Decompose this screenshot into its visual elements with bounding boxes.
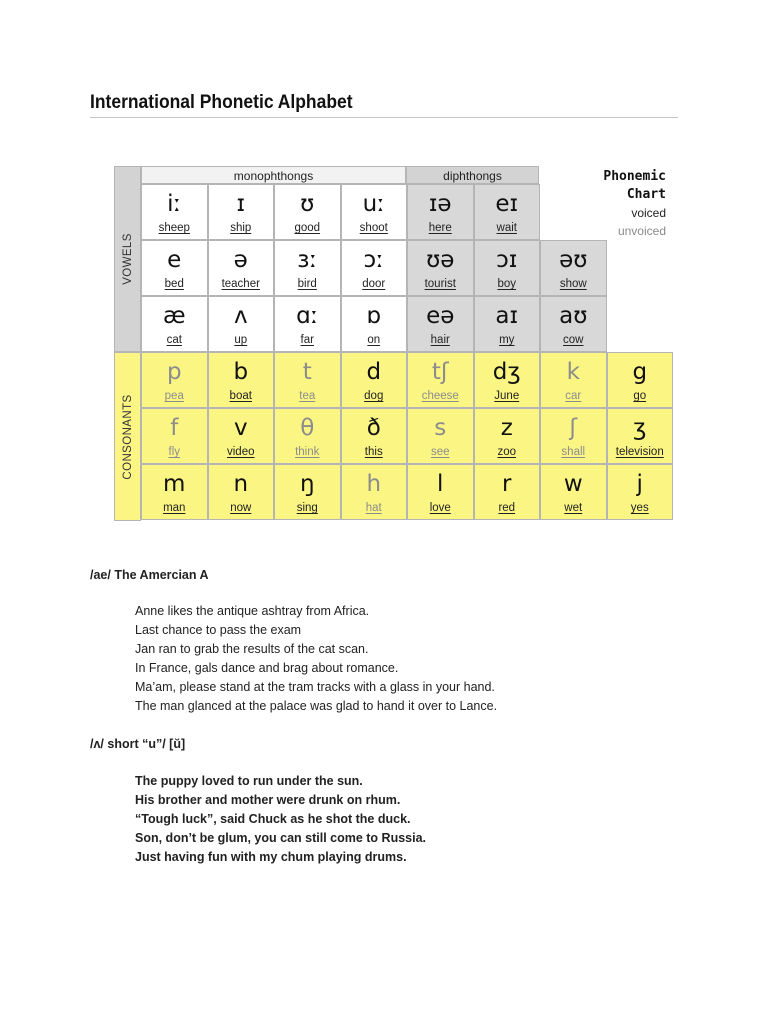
example-word: think <box>295 446 320 458</box>
phoneme-symbol: ɔɪ <box>496 247 518 273</box>
example-word: shoot <box>359 222 388 234</box>
phoneme-cell <box>407 240 474 296</box>
phoneme-cell <box>607 408 674 464</box>
phoneme-cell <box>474 184 541 240</box>
phoneme-cell <box>540 352 607 408</box>
phoneme-symbol: ʃ <box>569 415 578 441</box>
phoneme-symbol: dʒ <box>492 359 521 385</box>
monophthongs-header: monophthongs <box>141 166 406 184</box>
phoneme-cell <box>208 296 275 352</box>
phoneme-symbol: p <box>166 359 182 385</box>
phoneme-symbol: ʌ <box>233 303 248 329</box>
example-word: boy <box>497 278 517 290</box>
phoneme-cell <box>274 352 341 408</box>
example-word: video <box>227 446 255 458</box>
phoneme-cell <box>341 408 408 464</box>
phoneme-symbol: s <box>434 415 447 441</box>
phoneme-cell <box>274 408 341 464</box>
sentence: Last chance to pass the exam <box>135 623 302 637</box>
phoneme-cell <box>141 352 208 408</box>
example-word: fly <box>168 446 180 458</box>
example-word: zoo <box>497 446 517 458</box>
example-word: hair <box>430 334 450 346</box>
phoneme-cell <box>540 408 607 464</box>
sentence: Jan ran to grab the results of the cat scan. <box>135 642 369 656</box>
example-word: sheep <box>158 222 190 234</box>
phoneme-symbol: v <box>233 415 248 441</box>
example-word: pea <box>164 390 184 402</box>
phoneme-cell <box>474 296 541 352</box>
phoneme-symbol: æ <box>162 303 186 329</box>
phoneme-cell <box>208 408 275 464</box>
example-word: cheese <box>421 390 459 402</box>
example-word: now <box>230 502 252 514</box>
phoneme-cell <box>208 464 275 520</box>
phoneme-symbol: g <box>632 359 648 385</box>
chart-legend <box>594 168 666 240</box>
phoneme-cell <box>407 408 474 464</box>
phoneme-symbol: uː <box>362 191 385 217</box>
phoneme-symbol: ʒ <box>633 415 647 441</box>
phoneme-symbol: θ <box>300 415 315 441</box>
phoneme-cell <box>607 464 674 520</box>
example-word: man <box>163 502 186 514</box>
example-word: teacher <box>221 278 260 290</box>
phoneme-symbol: z <box>500 415 513 441</box>
phoneme-symbol: l <box>437 471 444 497</box>
phoneme-symbol: e <box>167 247 182 273</box>
phoneme-symbol: eɪ <box>495 191 519 217</box>
example-word: dog <box>364 390 384 402</box>
phoneme-cell <box>141 408 208 464</box>
sentence: Anne likes the antique ashtray from Africa. <box>135 604 370 618</box>
phoneme-cell <box>474 240 541 296</box>
phoneme-symbol: əʊ <box>559 247 588 273</box>
phoneme-cell <box>407 352 474 408</box>
phoneme-cell <box>407 296 474 352</box>
example-word: far <box>300 334 314 346</box>
phoneme-cell <box>474 352 541 408</box>
phoneme-symbol: aʊ <box>559 303 588 329</box>
phoneme-cell <box>208 240 275 296</box>
phoneme-symbol: h <box>366 471 382 497</box>
legend-title-line2: Chart <box>626 187 666 202</box>
phoneme-cell <box>274 296 341 352</box>
phoneme-cell <box>540 464 607 520</box>
page-title: International Phonetic Alphabet <box>90 92 353 113</box>
phoneme-cell <box>208 352 275 408</box>
phoneme-symbol: ɑː <box>296 303 319 329</box>
phoneme-symbol: b <box>233 359 249 385</box>
sentence: His brother and mother were drunk on rhum. <box>135 793 401 807</box>
phoneme-symbol: ð <box>366 415 381 441</box>
phoneme-symbol: w <box>563 471 583 497</box>
phoneme-symbol: iː <box>167 191 182 217</box>
example-word: show <box>559 278 587 290</box>
phoneme-symbol: ɒ <box>366 303 382 329</box>
phoneme-symbol: eə <box>426 303 455 329</box>
example-word: red <box>498 502 516 514</box>
phoneme-cell <box>407 464 474 520</box>
phoneme-cell <box>341 296 408 352</box>
phoneme-symbol: m <box>163 471 186 497</box>
phoneme-symbol: j <box>636 471 643 497</box>
phoneme-symbol: ɔː <box>363 247 384 273</box>
example-word: wait <box>496 222 517 234</box>
phoneme-cell <box>141 240 208 296</box>
phoneme-symbol: ɜː <box>297 247 318 273</box>
consonants-side-header <box>114 352 141 521</box>
diphthongs-header: diphthongs <box>406 166 539 184</box>
phoneme-cell <box>607 352 674 408</box>
phoneme-cell <box>141 296 208 352</box>
phoneme-symbol: ɪə <box>428 191 452 217</box>
phoneme-cell <box>208 184 275 240</box>
phoneme-cell <box>341 352 408 408</box>
sentence: The man glanced at the palace was glad to hand it over to Lance. <box>135 699 498 713</box>
sentence: The puppy loved to run under the sun. <box>135 774 363 788</box>
phoneme-cell <box>341 464 408 520</box>
phoneme-cell <box>341 184 408 240</box>
example-word: yes <box>630 502 649 514</box>
example-word: cat <box>166 334 182 346</box>
example-word: love <box>429 502 451 514</box>
phoneme-cell <box>407 184 474 240</box>
section-heading-ae: /ae/ The Amercian A <box>90 568 209 582</box>
phoneme-cell <box>141 184 208 240</box>
vowels-label: VOWELS <box>121 233 134 285</box>
example-word: cow <box>563 334 584 346</box>
example-word: up <box>234 334 248 346</box>
phoneme-cell <box>540 296 607 352</box>
phoneme-symbol: tʃ <box>431 359 449 385</box>
phoneme-symbol: r <box>502 471 512 497</box>
section-heading-short-u: /ʌ/ short “u”/ [ŭ] <box>90 737 186 751</box>
example-word: car <box>565 390 582 402</box>
example-word: hat <box>365 502 382 514</box>
example-word: good <box>294 222 321 234</box>
sentence-list-ae <box>135 602 497 716</box>
example-word: ship <box>230 222 252 234</box>
example-word: television <box>615 446 664 458</box>
phoneme-symbol: t <box>302 359 312 385</box>
example-word: sing <box>296 502 318 514</box>
legend-title-line1: Phonemic <box>603 169 666 184</box>
example-word: tea <box>299 390 316 402</box>
sentence: “Tough luck”, said Chuck as he shot the duck. <box>135 812 411 826</box>
example-word: door <box>362 278 386 290</box>
title-divider <box>90 117 678 118</box>
example-word: my <box>499 334 515 346</box>
phoneme-cell <box>274 464 341 520</box>
example-word: bed <box>164 278 184 290</box>
phoneme-symbol: k <box>566 359 580 385</box>
sentence: Just having fun with my chum playing drums. <box>135 850 407 864</box>
sentence: In France, gals dance and brag about romance. <box>135 661 399 675</box>
phoneme-cell <box>274 240 341 296</box>
example-word: here <box>428 222 452 234</box>
example-word: wet <box>564 502 583 514</box>
example-word: tourist <box>424 278 456 290</box>
phoneme-cell <box>540 240 607 296</box>
example-word: bird <box>297 278 317 290</box>
sentence-list-short-u <box>135 772 426 867</box>
example-word: boat <box>229 390 252 402</box>
example-word: this <box>364 446 383 458</box>
example-word: on <box>367 334 381 346</box>
phoneme-cell <box>474 408 541 464</box>
phoneme-cell <box>274 184 341 240</box>
legend-unvoiced: unvoiced <box>617 224 666 238</box>
phoneme-symbol: ɪ <box>236 191 246 217</box>
phoneme-symbol: n <box>233 471 249 497</box>
phoneme-cell <box>341 240 408 296</box>
phoneme-symbol: ə <box>233 247 248 273</box>
phoneme-symbol: ʊə <box>426 247 455 273</box>
consonants-label: CONSONANTS <box>121 393 134 480</box>
example-word: see <box>430 446 450 458</box>
sentence: Ma’am, please stand at the tram tracks with a glass in your hand. <box>135 680 495 694</box>
phonemic-chart <box>114 166 672 521</box>
vowels-side-header <box>114 166 141 352</box>
phoneme-cell <box>474 464 541 520</box>
phoneme-symbol: d <box>366 359 382 385</box>
sentence: Son, don’t be glum, you can still come to Russia. <box>135 831 427 845</box>
example-word: go <box>633 390 647 402</box>
legend-voiced: voiced <box>631 206 666 220</box>
phoneme-symbol: ʊ <box>300 191 315 217</box>
phoneme-symbol: aɪ <box>495 303 519 329</box>
example-word: June <box>494 390 520 402</box>
phoneme-symbol: f <box>170 415 179 441</box>
phoneme-cell <box>141 464 208 520</box>
phoneme-symbol: ŋ <box>299 471 315 497</box>
example-word: shall <box>561 446 586 458</box>
